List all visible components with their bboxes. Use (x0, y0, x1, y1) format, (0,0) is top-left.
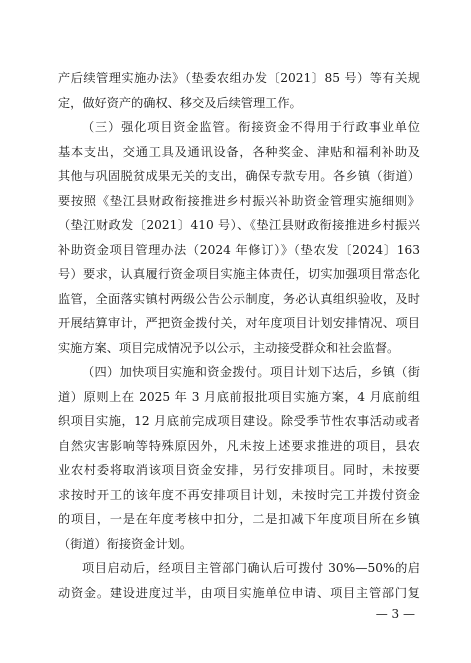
text-line: 监管，全面落实镇村两级公告公示制度，务必认真组织验收，及时 (58, 291, 420, 306)
text-line: （垫江财政发〔2021〕410 号）、《垫江县财政衔接推进乡村振兴 (58, 218, 420, 232)
section-heading-line: （三）强化项目资金监管。衔接资金不得用于行政事业单位 (82, 120, 420, 134)
text-line: 号）要求，认真履行资金项目实施主体责任，切实加强项目常态化 (58, 267, 420, 281)
text-line: 求按时开工的该年度不再安排项目计划，未按时完工并拨付资金 (58, 487, 420, 502)
text-line: 实施方案、项目完成情况予以公示，主动接受群众和社会监督。 (58, 340, 400, 355)
text-line: 要按照《垫江县财政衔接推进乡村振兴补助资金管理实施细则》 (58, 193, 420, 208)
body-text (58, 66, 420, 605)
text-line: 基本支出，交通工具及通讯设备，各种奖金、津贴和福利补助及 (58, 144, 420, 159)
text-line: 其他与巩固脱贫成果无关的支出，确保专款专用。各乡镇（街道） (58, 169, 420, 183)
text-line: 开展结算审计，严把资金拨付关，对年度项目计划安排情况、项目 (58, 316, 420, 330)
text-line: 织项目实施，12 月底前完成项目建设。除受季节性农事活动或者 (58, 414, 420, 428)
text-line: 的项目，一是在年度考核中扣分，二是扣减下年度项目所在乡镇 (58, 512, 420, 526)
page-number: — 3 — (375, 607, 415, 621)
text-line: 定，做好资产的确权、移交及后续管理工作。 (58, 95, 302, 110)
text-line: （街道）衔接资金计划。 (58, 536, 193, 551)
text-line: 道）原则上在 2025 年 3 月底前报批项目实施方案，4 月底前组 (58, 389, 420, 404)
text-line: 产后续管理实施办法》（垫委农组办发〔2021〕85 号）等有关规 (58, 71, 420, 85)
text-line: 动资金。建设进度过半，由项目实施单位申请、项目主管部门复 (58, 585, 420, 600)
text-line: 自然灾害影响等特殊原因外，凡未按上述要求推进的项目，县农 (58, 438, 420, 453)
text-line: 业农村委将取消该项目资金安排，另行安排项目。同时，未按要 (58, 463, 420, 477)
text-line: 补助资金项目管理办法（2024 年修订）》（垫农发〔2024〕163 (58, 242, 420, 257)
section-heading-line: （四）加快项目实施和资金拨付。项目计划下达后，乡镇（街 (82, 365, 420, 379)
paragraph-start-line: 项目启动后，经项目主管部门确认后可拨付 30%—50%的启 (82, 561, 420, 575)
